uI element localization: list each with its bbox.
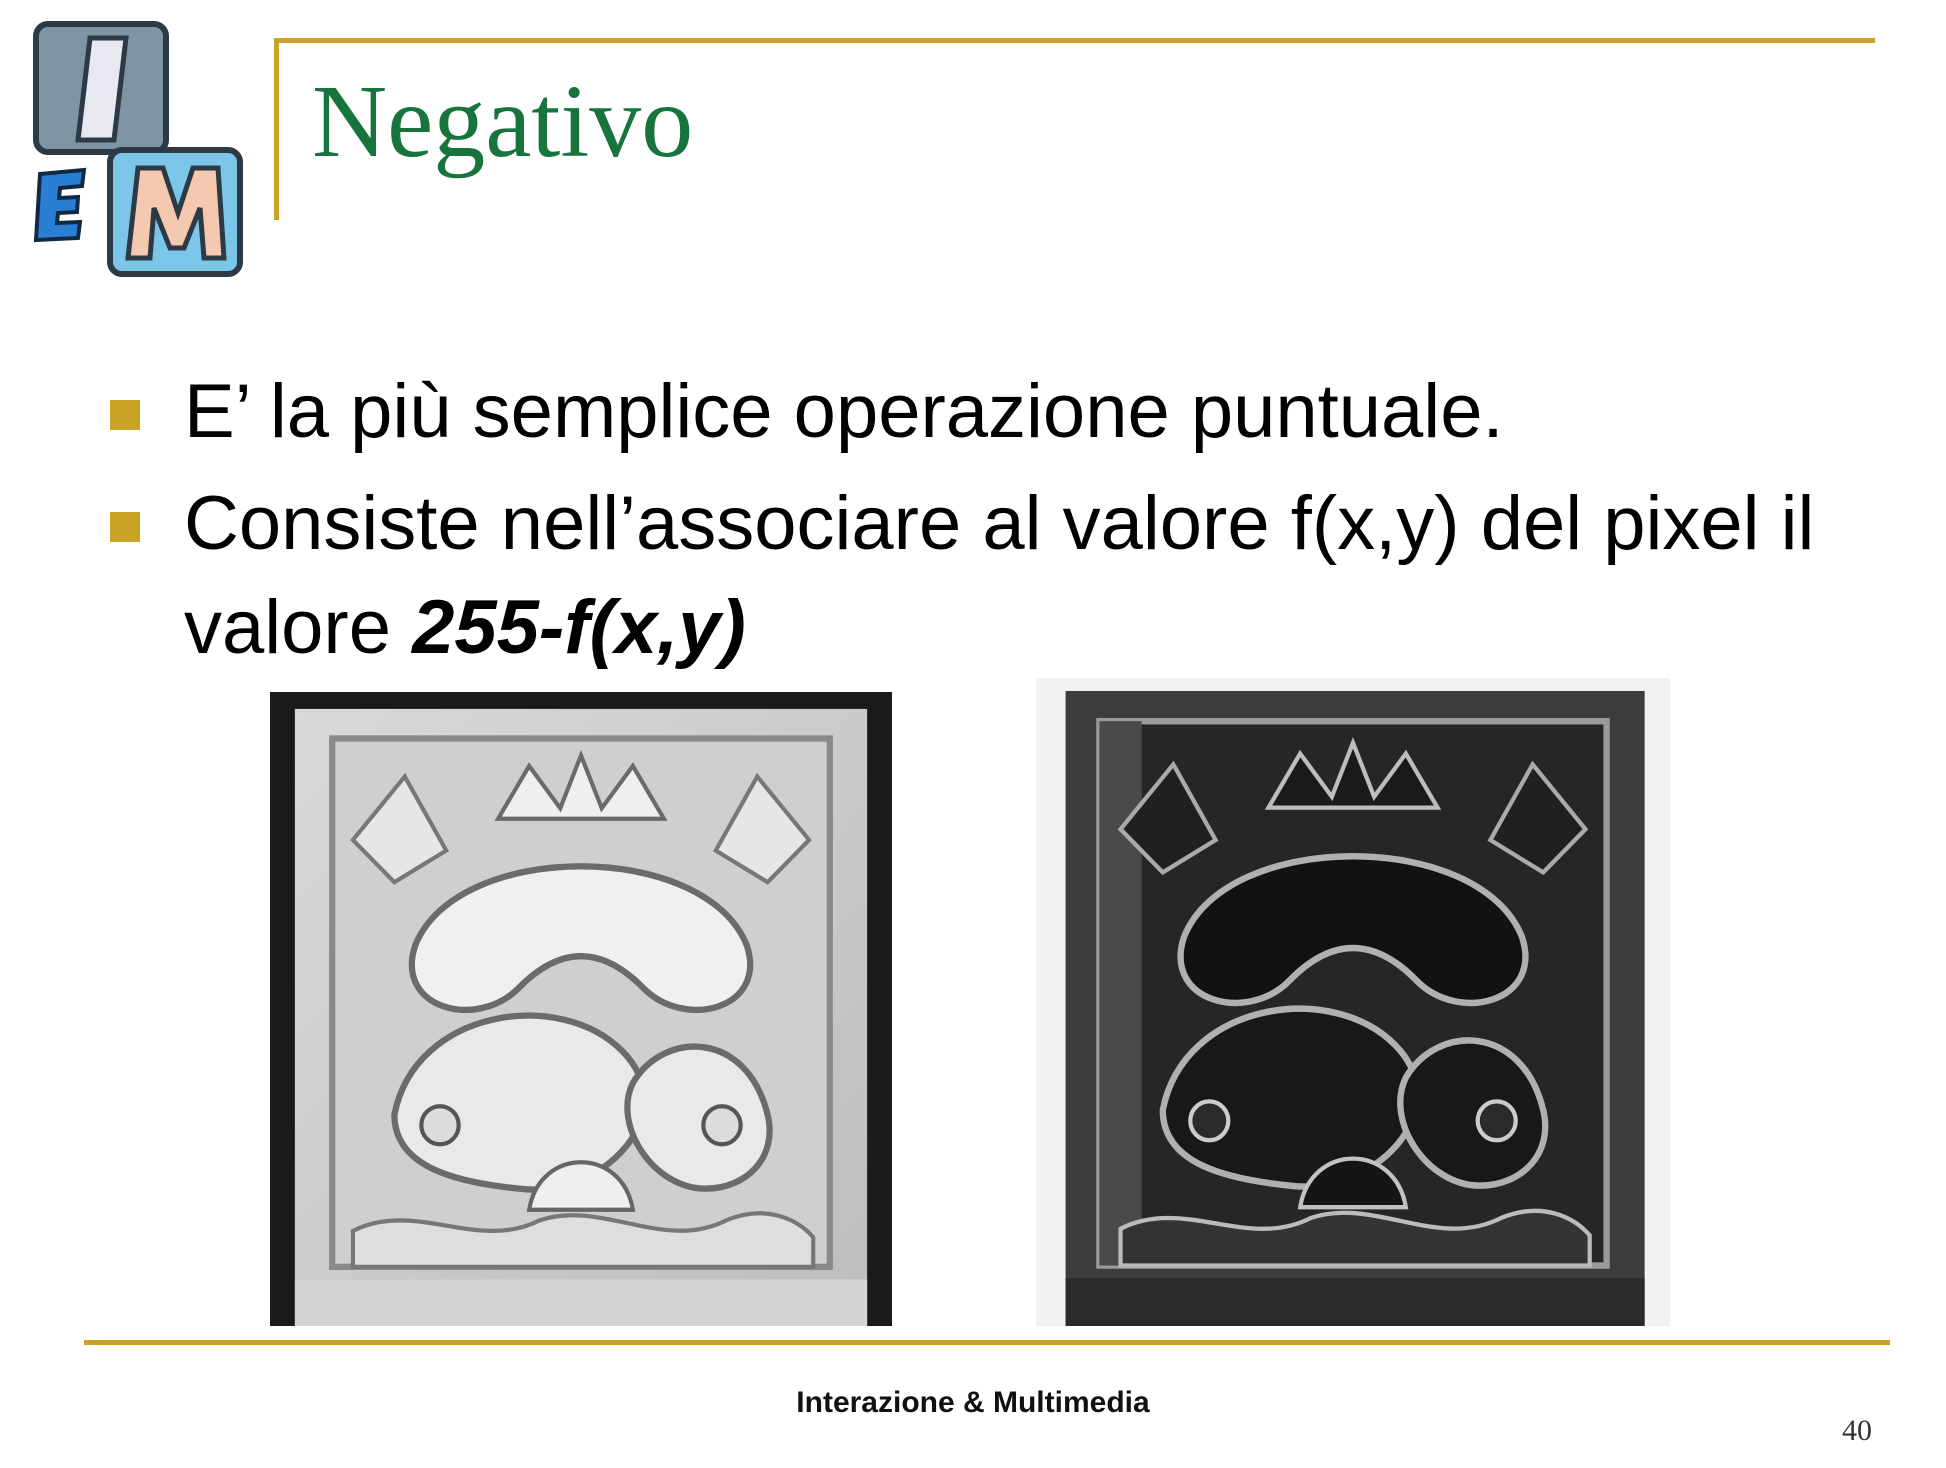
title-rule-left [274, 38, 279, 220]
title-rule-top [275, 38, 1875, 43]
bullet-text: E’ la più semplice operazione puntuale. [184, 369, 1504, 454]
footer-rule [84, 1340, 1890, 1345]
bullet-emphasis: 255-f(x,y) [412, 585, 746, 670]
bullet-item [108, 360, 1868, 464]
negative-relief-photo [1036, 678, 1670, 1326]
footer-title: Interazione & Multimedia [796, 1386, 1150, 1419]
bullet-square-icon [110, 512, 140, 542]
iem-logo-icon [28, 18, 248, 280]
bullet-square-icon [110, 400, 140, 430]
bullet-list [108, 360, 1868, 688]
bullet-text: Consiste nell’associare al valore f(x,y) del pixel il valore [184, 481, 1815, 670]
original-relief-photo [270, 692, 892, 1326]
bullet-item [108, 472, 1868, 680]
iem-logo [28, 18, 248, 280]
slide-title: Negativo [312, 64, 694, 179]
page-number: 40 [1842, 1414, 1872, 1447]
